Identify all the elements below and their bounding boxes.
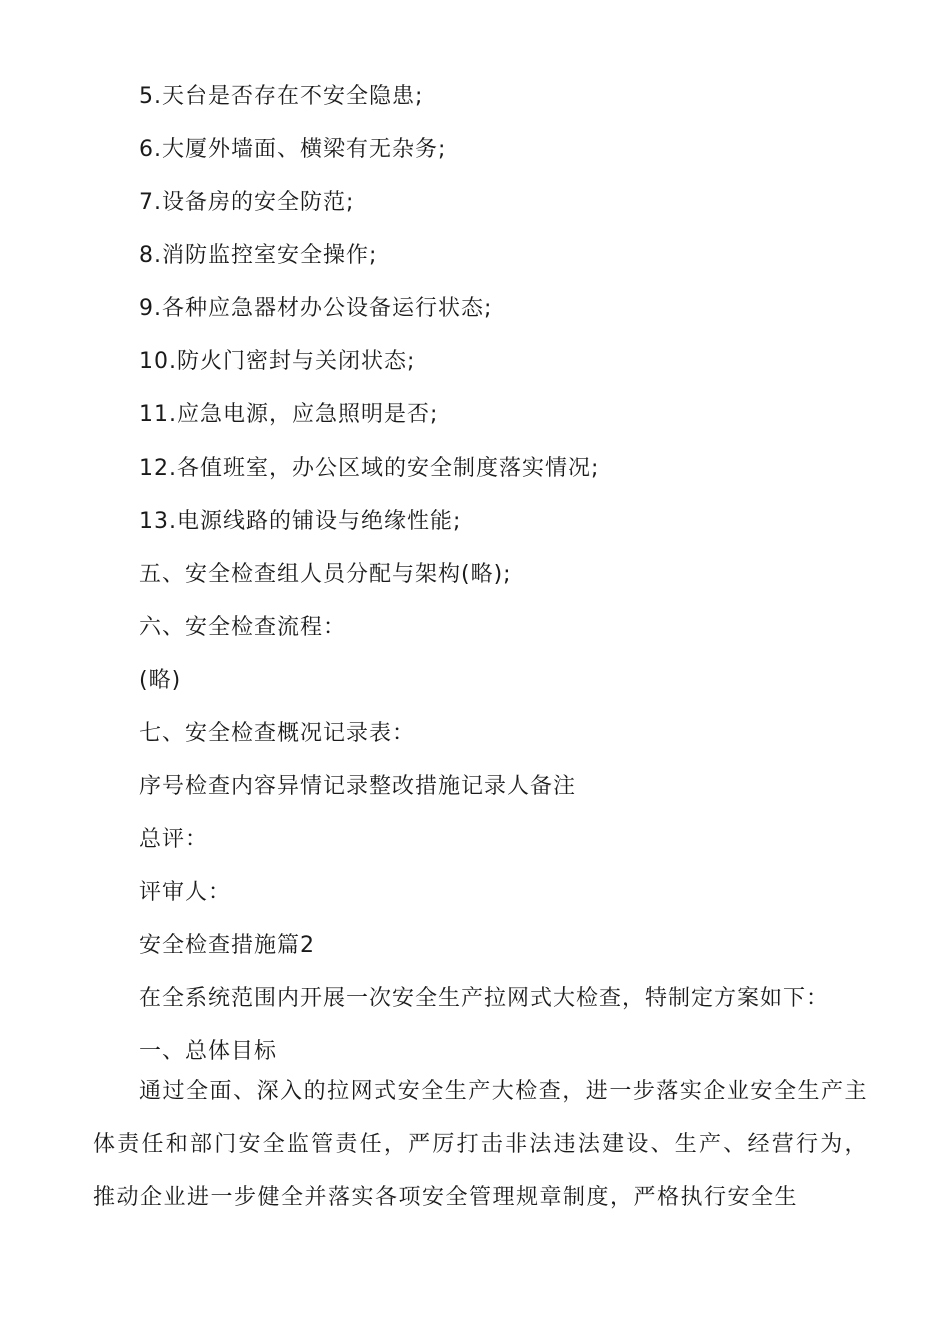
section-heading-5: 五、安全检查组人员分配与架构(略); <box>139 562 512 587</box>
text-line-item-13: 13.电源线路的铺设与绝缘性能; <box>139 509 462 534</box>
section-heading-7: 七、安全检查概况记录表： <box>139 721 416 746</box>
summary-label: 总评： <box>139 827 209 852</box>
text-line-item-5: 5.天台是否存在不安全隐患; <box>139 84 424 109</box>
section-heading-1: 一、总体目标 <box>139 1039 278 1064</box>
text-line-item-9: 9.各种应急器材办公设备运行状态; <box>139 296 493 321</box>
text-line-item-12: 12.各值班室，办公区域的安全制度落实情况; <box>139 456 600 481</box>
text-line-item-7: 7.设备房的安全防范; <box>139 190 355 215</box>
reviewer-label: 评审人： <box>139 880 232 905</box>
chapter-title: 安全检查措施篇2 <box>139 933 315 958</box>
text-line-item-8: 8.消防监控室安全操作; <box>139 243 378 268</box>
text-line-item-11: 11.应急电源，应急照明是否; <box>139 402 439 427</box>
record-table-header: 序号检查内容异情记录整改措施记录人备注 <box>139 774 577 799</box>
text-line-item-10: 10.防火门密封与关闭状态; <box>139 349 416 374</box>
omitted-note: (略) <box>139 668 182 693</box>
text-line-item-6: 6.大厦外墙面、横梁有无杂务; <box>139 137 447 162</box>
section-heading-6: 六、安全检查流程： <box>139 615 347 640</box>
intro-sentence: 在全系统范围内开展一次安全生产拉网式大检查，特制定方案如下： <box>139 986 830 1011</box>
body-paragraph: 通过全面、深入的拉网式安全生产大检查，进一步落实企业安全生产主体责任和部门安全监管责任，严厉打击非法违法建设、生产、经营行为，推动企业进一步健全并落实各项安全管理规章制度，严格执行安全生 <box>93 1079 868 1210</box>
